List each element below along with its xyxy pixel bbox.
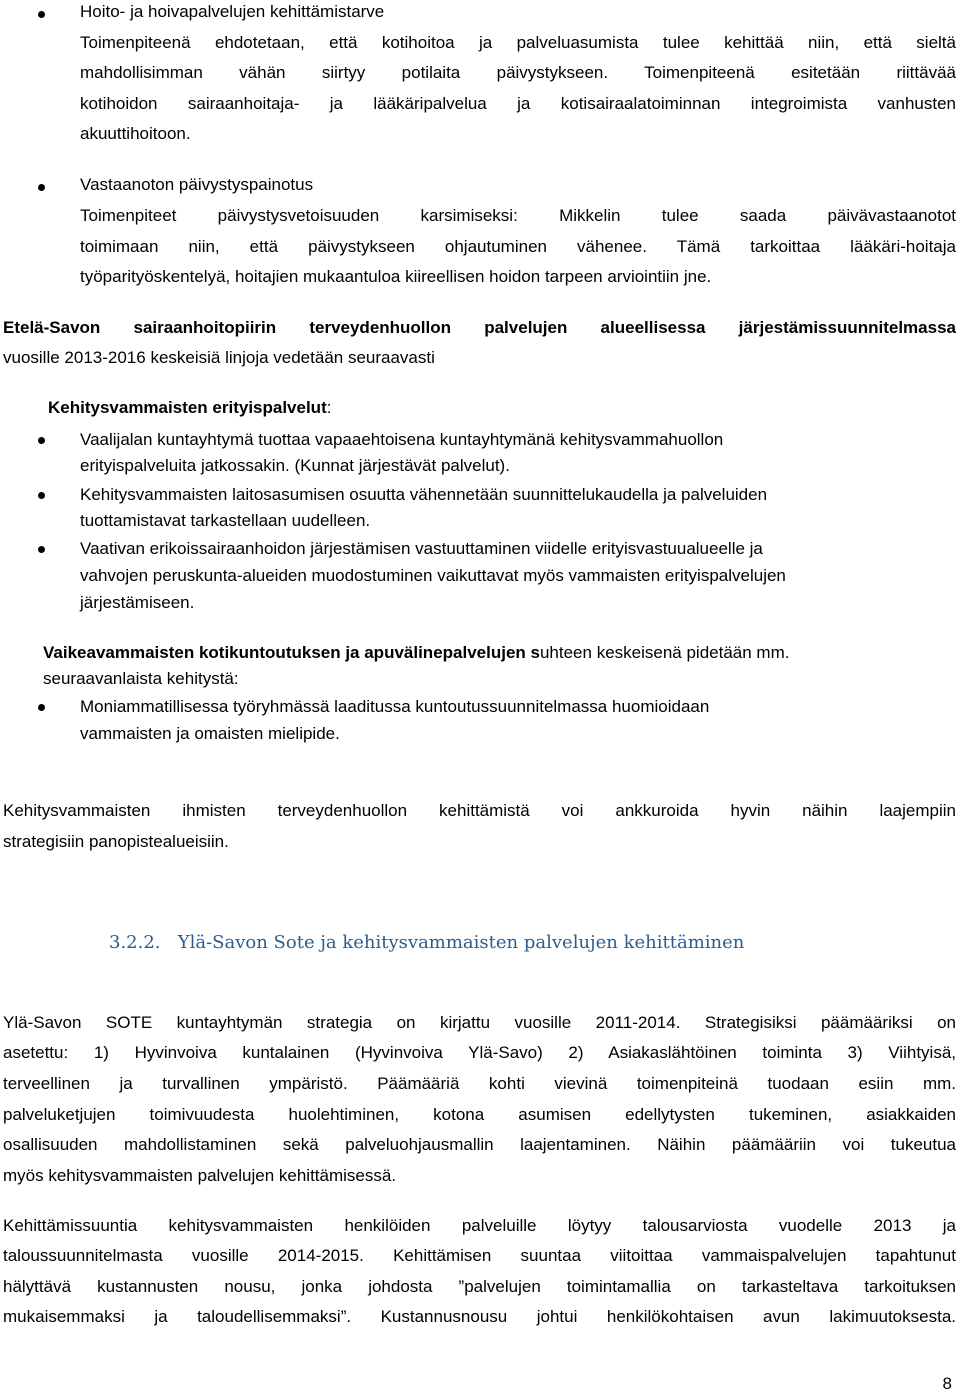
subheading-rest: uhteen keskeisenä pidetään mm.: [539, 643, 790, 662]
subheading-colon: :: [326, 398, 332, 417]
list-item-line: Vaalijalan kuntayhtymä tuottaa vapaaehtoisena kuntayhtymänä kehitysvammahuollon: [80, 430, 724, 449]
section-number: 3.2.2.: [109, 932, 161, 953]
list-item-line: vammaisten ja omaisten mielipide.: [80, 724, 340, 743]
bullet-icon: [38, 546, 45, 553]
bullet-text-line: mahdollisimman vähän siirtyy potilaita päivystykseen. Toimenpiteenä esitetään riittävää: [80, 63, 956, 82]
paragraph-line: osallisuuden mahdollistaminen sekä palveluohjausmallin laajentaminen. Näihin päämääriin voi tukeutua: [3, 1135, 956, 1154]
bullet-icon: [38, 184, 45, 191]
paragraph-line: Kehittämissuuntia kehitysvammaisten henkilöiden palveluille löytyy talousarviosta vuodelle 2013 ja: [3, 1216, 956, 1235]
list-item-line: erityispalveluita jatkossakin. (Kunnat järjestävät palvelut).: [80, 456, 510, 475]
paragraph-line: terveellinen ja turvallinen ympäristö. Päämääriä kohti vievinä toimenpiteinä tuodaan esiin mm.: [3, 1074, 956, 1093]
bullet-icon: [38, 437, 45, 444]
paragraph-line: Kehitysvammaisten ihmisten terveydenhuollon kehittämistä voi ankkuroida hyvin näihin laajempiin: [3, 801, 956, 820]
list-item-line: Vaativan erikoissairaanhoidon järjestämisen vastuuttaminen viidelle erityisvastuualueelle ja: [80, 539, 763, 558]
bullet-text-line: Toimenpiteenä ehdotetaan, että kotihoitoa ja palveluasumista tulee kehittää niin, että sieltä: [80, 33, 956, 52]
list-item-line: järjestämiseen.: [80, 593, 195, 612]
list-item-line: Kehitysvammaisten laitosasumisen osuutta vähennetään suunnittelukaudella ja palveluiden: [80, 485, 768, 504]
paragraph-line: asetettu: 1) Hyvinvoiva kuntalainen (Hyvinvoiva Ylä-Savo) 2) Asiakaslähtöinen toiminta 3) Viihtyisä,: [3, 1043, 956, 1062]
subheading-bold: Vaikeavammaisten kotikuntoutuksen ja apuvälinepalvelujen s: [43, 643, 540, 662]
paragraph-line: mukaisemmaksi ja taloudellisemmaksi”. Kustannusnousu johtui henkilökohtaisen avun lakimuutoksesta.: [3, 1307, 956, 1326]
section-heading: [109, 932, 744, 953]
subheading-line: seuraavanlaista kehitystä:: [43, 669, 239, 688]
bullet-icon: [38, 704, 45, 711]
bullet-text-line: Toimenpiteet päivystysvetoisuuden karsimiseksi: Mikkelin tulee saada päivävastaanotot: [80, 206, 956, 225]
paragraph-line: palveluketjujen toimivuudesta huolehtiminen, kotona asumisen edellytysten tukeminen, asiakkaiden: [3, 1105, 956, 1124]
paragraph-line: strategisiin panopistealueisiin.: [3, 832, 229, 851]
bullet-text-line: työparityöskentelyä, hoitajien mukaantuloa kiireellisen hoidon tarpeen arviointiin jne.: [80, 267, 712, 286]
section-subheading: [48, 398, 331, 418]
bullet-text-line: toimimaan niin, että päivystykseen ohjautuminen vähenee. Tämä tarkoittaa lääkäri-hoitaja: [80, 237, 956, 256]
paragraph-line: taloussuunnitelmasta vuosille 2014-2015. Kehittämisen suuntaa viitoittaa vammaispalvelujen tapahtunut: [3, 1246, 956, 1265]
bullet-icon: [38, 492, 45, 499]
bullet-icon: [38, 11, 45, 18]
page-number: 8: [942, 1374, 952, 1393]
bullet-text-line: akuuttihoitoon.: [80, 124, 191, 143]
bullet-text-line: kotihoidon sairaanhoitaja- ja lääkäripalvelua ja kotisairaalatoiminnan integroimista vanhusten: [80, 94, 956, 113]
intro-line: vuosille 2013-2016 keskeisiä linjoja vedetään seuraavasti: [3, 348, 435, 367]
section-title: Ylä-Savon Sote ja kehitysvammaisten palvelujen kehittäminen: [177, 932, 745, 953]
bullet-title: Vastaanoton päivystyspainotus: [80, 175, 314, 194]
section-subheading: [43, 643, 789, 663]
paragraph-line: myös kehitysvammaisten palvelujen kehittämisessä.: [3, 1166, 397, 1185]
paragraph-line: Ylä-Savon SOTE kuntayhtymän strategia on kirjattu vuosille 2011-2014. Strategisiksi päämääriksi on: [3, 1013, 956, 1032]
list-item-line: Moniammatillisessa työryhmässä laaditussa kuntoutussuunnitelmassa huomioidaan: [80, 697, 710, 716]
list-item-line: vahvojen peruskunta-alueiden muodostuminen vaikuttavat myös vammaisten erityispalvelujen: [80, 566, 786, 585]
bullet-title: Hoito- ja hoivapalvelujen kehittämistarve: [80, 2, 385, 21]
intro-line: Etelä-Savon sairaanhoitopiirin terveydenhuollon palvelujen alueellisessa järjestämissuunnitelmassa: [3, 318, 956, 337]
list-item-line: tuottamistavat tarkastellaan uudelleen.: [80, 511, 371, 530]
subheading-bold: Kehitysvammaisten erityispalvelut: [48, 398, 327, 417]
paragraph-line: hälyttävä kustannusten nousu, jonka johdosta ”palvelujen toimintamallia on tarkasteltava tarkoituksen: [3, 1277, 956, 1296]
